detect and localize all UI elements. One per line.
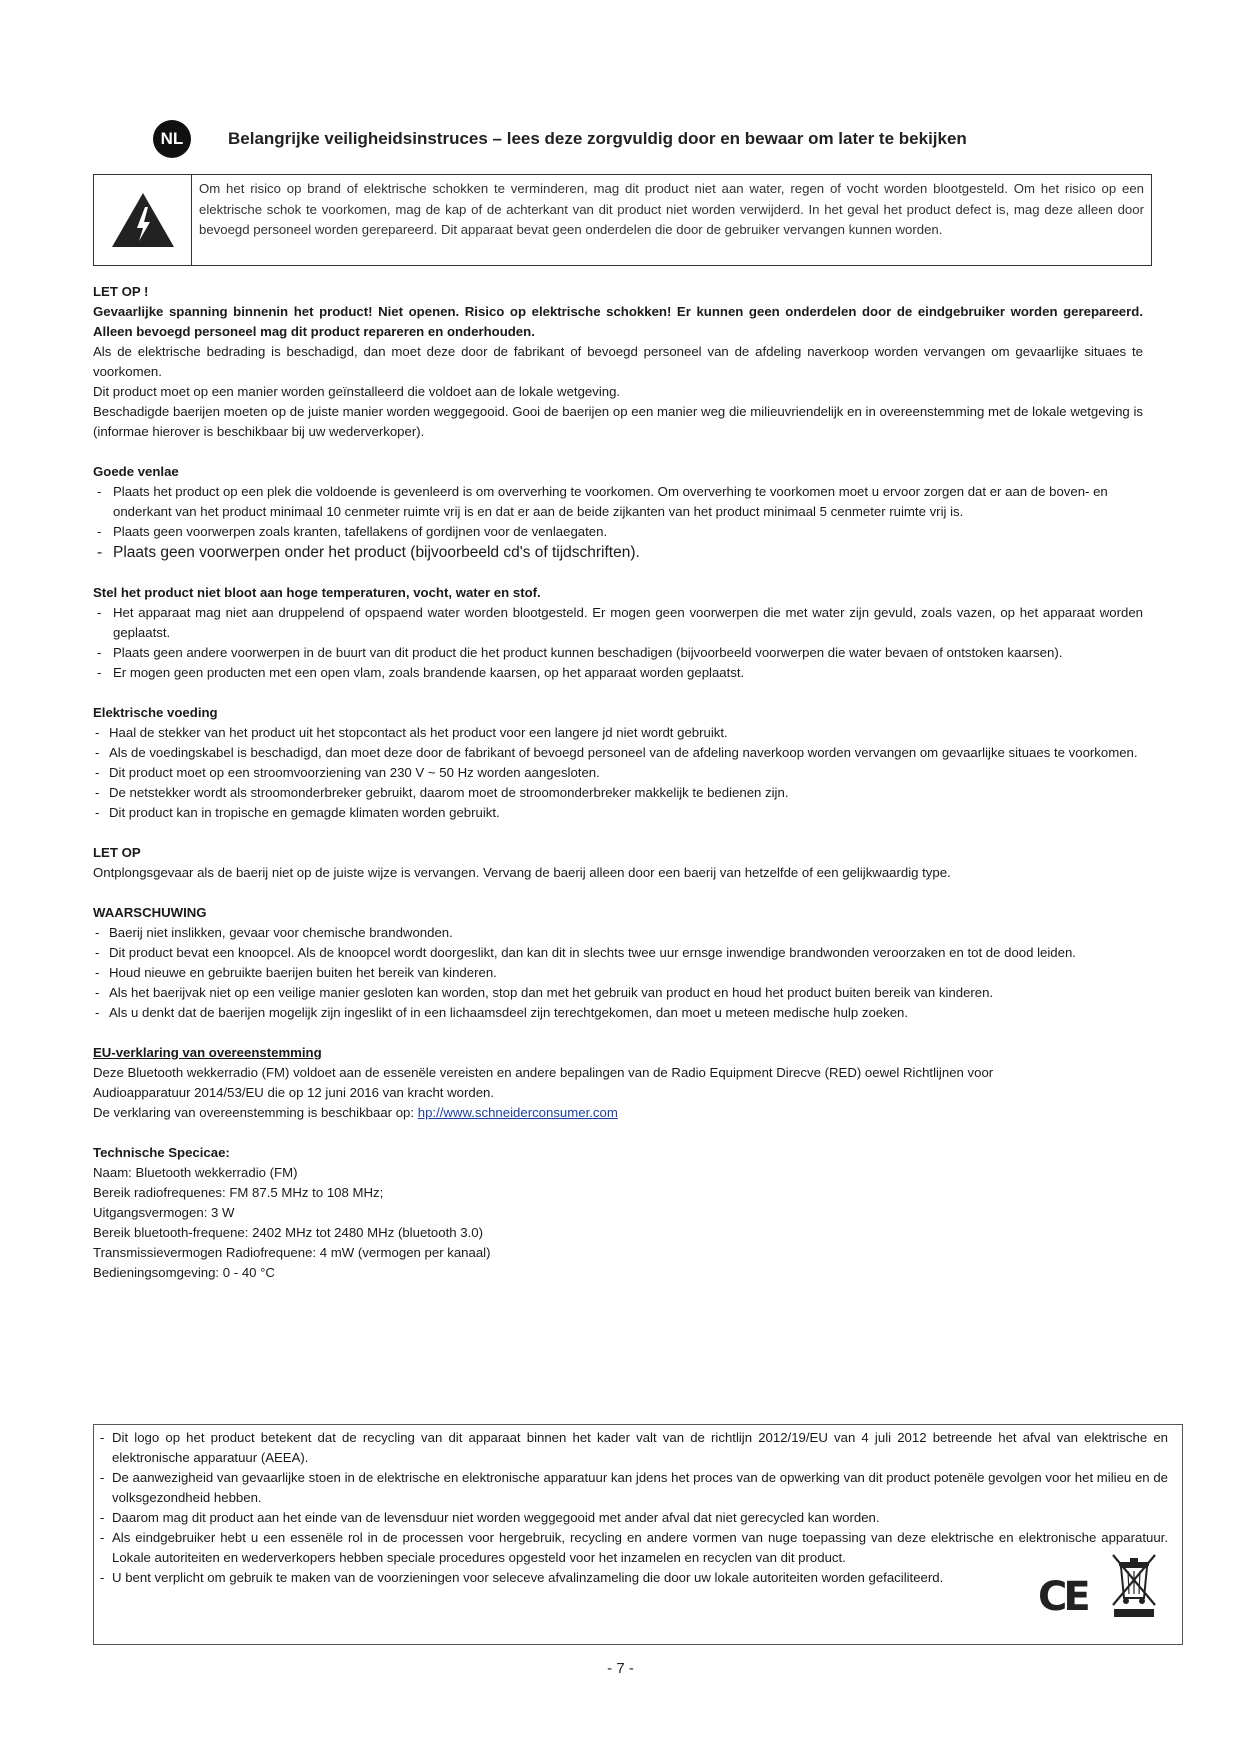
crossed-out-wheelie-bin-icon bbox=[1110, 1552, 1158, 1618]
list-item: - Als u denkt dat de baerijen mogelijk zijn ingeslikt of in een lichaamsdeel zijn terechtgekomen, dan moet u meteen medische hulp zoeken. bbox=[93, 1003, 1143, 1023]
list-item: - Dit product moet op een stroomvoorziening van 230 V ~ 50 Hz worden aangesloten. bbox=[93, 763, 1143, 783]
electric-hazard-icon bbox=[110, 191, 176, 249]
link-prefix: De verklaring van overeenstemming is beschikbaar op: bbox=[93, 1105, 415, 1120]
language-badge: NL bbox=[153, 120, 191, 158]
list-item: - Haal de stekker van het product uit het stopcontact als het product voor een langere jd niet wordt gebruikt. bbox=[93, 723, 1143, 743]
page-header bbox=[153, 120, 1153, 160]
compliance-logos bbox=[1038, 1552, 1158, 1624]
weee-list bbox=[98, 1428, 1168, 1588]
spec-line: Naam: Bluetooth wekkerradio (FM) bbox=[93, 1165, 298, 1180]
list-item: - Als het baerijvak niet op een veilige manier gesloten kan worden, stop dan met het gebruik van product en houd het product buiten bereik van kinderen. bbox=[93, 983, 1143, 1003]
shock-warning-text: Om het risico op brand of elektrische schokken te verminderen, mag dit product niet aan water, regen of vocht worden blootgesteld. Om het risico op een elektrische schok te voorkomen, mag de kap of de achterkant van dit product niet worden verwijderd. In het geval het product defect is, mag deze alleen door bevoegd personeel worden gerepareerd. Dit apparaat bevat geen onderdelen die door de gebruiker vervangen kunnen worden. bbox=[199, 181, 1144, 237]
let-op-heading: LET OP ! bbox=[93, 284, 149, 299]
list-item: - Houd nieuwe en gebruikte baerijen buiten het bereik van kinderen. bbox=[93, 963, 1143, 983]
let-op-paragraph: Dit product moet op een manier worden geïnstalleerd die voldoet aan de lokale wetgeving. bbox=[93, 384, 621, 399]
eu-declaration-heading: EU-verklaring van overeenstemming bbox=[93, 1045, 322, 1060]
list-item: - Plaats geen voorwerpen zoals kranten, tafellakens of gordijnen voor de venlaegaten. bbox=[93, 522, 1143, 542]
main-content bbox=[93, 282, 1143, 1283]
eu-declaration-link-line bbox=[93, 1103, 1143, 1123]
list-item: - Er mogen geen producten met een open vlam, zoals brandende kaarsen, op het apparaat worden geplaatst. bbox=[93, 663, 1143, 683]
list-item: - Dit product bevat een knoopcel. Als de knoopcel wordt doorgeslikt, dan kan dit in slechts twee uur ernsge inwendige brandwonden veroorzaken en tot de dood leiden. bbox=[93, 943, 1143, 963]
battery-note-text: Ontplongsgevaar als de baerij niet op de juiste wijze is vervangen. Vervang de baerij alleen door een baerij van hetzelfde of een gelijkwaardig type. bbox=[93, 865, 951, 880]
spec-line: Bereik bluetooth-frequene: 2402 MHz tot 2480 MHz (bluetooth 3.0) bbox=[93, 1225, 483, 1240]
list-item: - Als de voedingskabel is beschadigd, dan moet deze door de fabrikant of bevoegd personeel van de afdeling naverkoop worden vervangen om gevaarlijke situaes te voorkomen. bbox=[93, 743, 1143, 763]
declaration-link[interactable]: hp://www.schneiderconsumer.com bbox=[417, 1105, 618, 1120]
let-op-paragraph: Als de elektrische bedrading is beschadigd, dan moet deze door de fabrikant of bevoegd personeel van de afdeling naverkoop worden vervangen om gevaarlijke situaes te voorkomen. bbox=[93, 344, 1143, 379]
spec-line: Bereik radiofrequenes: FM 87.5 MHz to 108 MHz; bbox=[93, 1185, 384, 1200]
let-op-paragraph: Beschadigde baerijen moeten op de juiste manier worden weggegooid. Gooi de baerijen op een manier weg die milieuvriendelijk en in overeenstemming met de lokale wetgeving is (informae hierover is beschikbaar bij uw wederverkoper). bbox=[93, 404, 1143, 439]
temperature-heading: Stel het product niet bloot aan hoge temperaturen, vocht, water en stof. bbox=[93, 585, 541, 600]
list-item: - Daarom mag dit product aan het einde van de levensduur niet worden weggegooid met ander afval dat niet gerecycled kan worden. bbox=[98, 1508, 1168, 1528]
warning-heading: WAARSCHUWING bbox=[93, 905, 207, 920]
list-item: - Als eindgebruiker hebt u een essenële rol in de processen voor hergebruik, recycling en andere vormen van nuge toepassing van deze elektrische en elektronische apparatuur. Lokale autoriteiten en wederverkopers hebben speciale procedures opgesteld voor het inzamelen en recyclen van dit product. bbox=[98, 1528, 1168, 1568]
ventilation-heading: Goede venlae bbox=[93, 464, 179, 479]
temperature-list bbox=[93, 603, 1143, 683]
eu-declaration-text: Deze Bluetooth wekkerradio (FM) voldoet aan de essenële vereisten en andere bepalingen van de Radio Equipment Direcve (RED) oewel Richtlijnen voor Audioapparatuur 2014/53/EU die op 12 juni 2016 van kracht worden. bbox=[93, 1065, 994, 1100]
page-title: Belangrijke veiligheidsinstruces – lees deze zorgvuldig door en bewaar om later te bekijken bbox=[228, 129, 967, 148]
list-item: - De netstekker wordt als stroomonderbreker gebruikt, daarom moet de stroomonderbreker makkelijk te bedienen zijn. bbox=[93, 783, 1143, 803]
specs-heading: Technische Specicae: bbox=[93, 1145, 230, 1160]
battery-note-heading: LET OP bbox=[93, 845, 141, 860]
list-item: - Dit product kan in tropische en gemagde klimaten worden gebruikt. bbox=[93, 803, 1143, 823]
shock-warning-box bbox=[93, 174, 1152, 266]
spec-line: Bedieningsomgeving: 0 - 40 °C bbox=[93, 1265, 275, 1280]
list-item: - Plaats geen voorwerpen onder het product (bijvoorbeeld cd's of tijdschriften). bbox=[93, 542, 1143, 563]
list-item: - Het apparaat mag niet aan druppelend of opspaend water worden blootgesteld. Er mogen geen voorwerpen die met water zijn gevuld, zoals vazen, op het apparaat worden geplaatst. bbox=[93, 603, 1143, 643]
ventilation-list bbox=[93, 482, 1143, 563]
spec-line: Uitgangsvermogen: 3 W bbox=[93, 1205, 235, 1220]
list-item: - Plaats geen andere voorwerpen in de buurt van dit product die het product kunnen beschadigen (bijvoorbeeld voorwerpen die water bevaen of ontstoken kaarsen). bbox=[93, 643, 1143, 663]
power-list bbox=[93, 723, 1143, 823]
list-item: - U bent verplicht om gebruik te maken van de voorzieningen voor seleceve afvalinzameling die door uw lokale autoriteiten worden gefaciliteerd. bbox=[98, 1568, 1052, 1588]
list-item: - Dit logo op het product betekent dat de recycling van dit apparaat binnen het kader valt van de richtlijn 2012/19/EU van 4 juli 2012 betreende het afval van elektrische en elektronische apparatuur (AEEA). bbox=[98, 1428, 1168, 1468]
power-heading: Elektrische voeding bbox=[93, 705, 218, 720]
let-op-bold-text: Gevaarlijke spanning binnenin het product! Niet openen. Risico op elektrische schokken! Er kunnen geen onderdelen door de eindgebruiker worden gerepareerd. Alleen bevoegd personeel mag dit product repareren en onderhouden. bbox=[93, 304, 1143, 339]
page-number: - 7 - bbox=[607, 1660, 634, 1677]
icon-cell bbox=[94, 175, 192, 265]
spec-line: Transmissievermogen Radiofrequene: 4 mW (vermogen per kanaal) bbox=[93, 1245, 491, 1260]
warning-list bbox=[93, 923, 1143, 1023]
weee-box bbox=[93, 1424, 1183, 1645]
list-item: - De aanwezigheid van gevaarlijke stoen in de elektrische en elektronische apparatuur kan jdens het proces van de opwerking van dit product potenële gevolgen voor het milieu en de volksgezondheid hebben. bbox=[98, 1468, 1168, 1508]
ce-mark: CE bbox=[1038, 1574, 1087, 1620]
list-item: - Baerij niet inslikken, gevaar voor chemische brandwonden. bbox=[93, 923, 1143, 943]
list-item: - Plaats het product op een plek die voldoende is gevenleerd is om oververhing te voorkomen. Om oververhing te voorkomen moet u ervoor zorgen dat er aan de boven- en onderkant van het product minimaal 10 cenmeter ruimte vrij is en dat er aan de beide zijkanten van het product minimaal 5 cenmeter ruimte vrij is. bbox=[93, 482, 1143, 522]
